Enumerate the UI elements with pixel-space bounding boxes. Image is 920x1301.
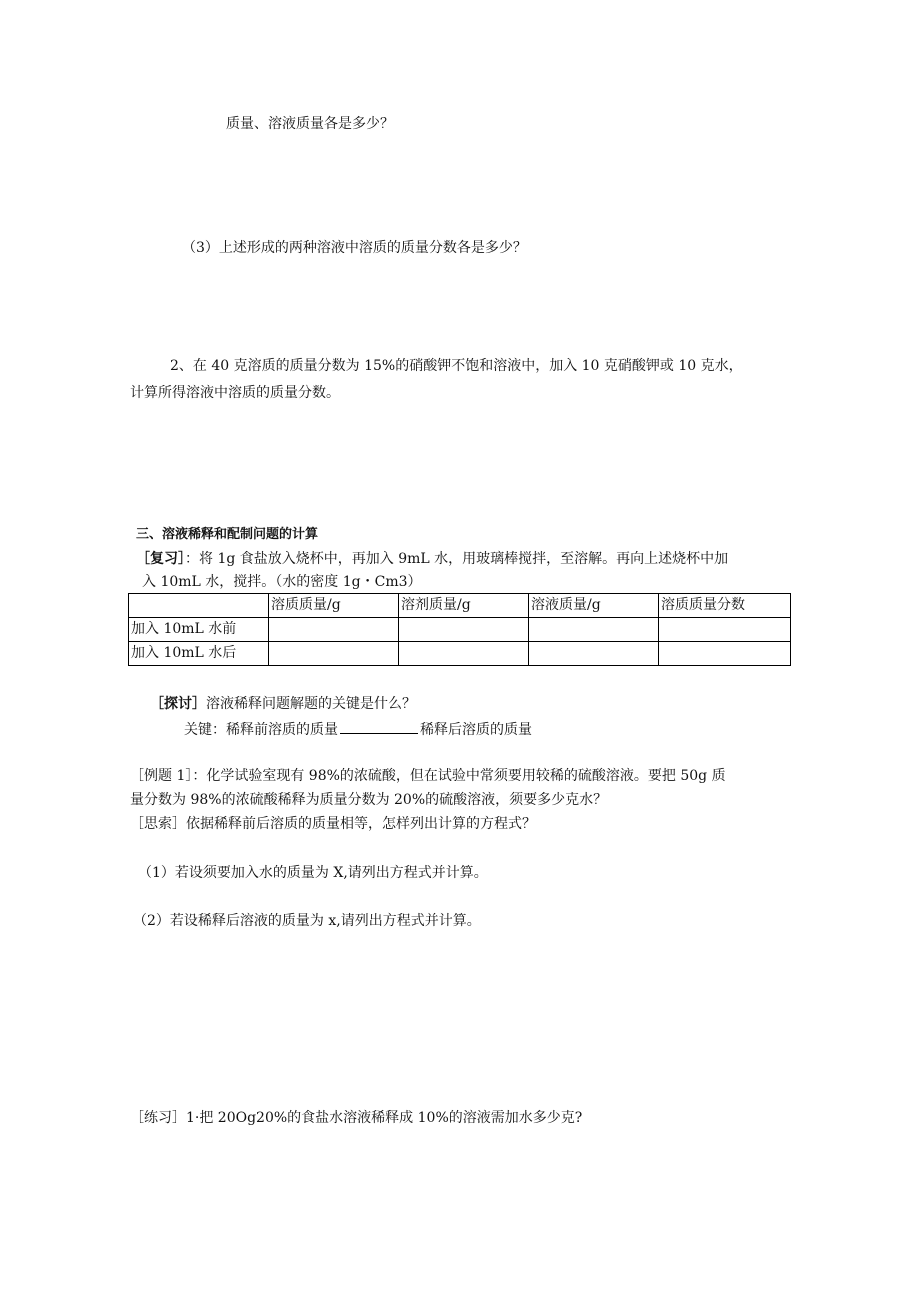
practice-text: ［练习］1·把 20Og20%的食盐水溶液稀释成 10%的溶液需加水多少克?	[130, 1110, 583, 1126]
example1-line2: 量分数为 98%的浓硫酸稀释为质量分数为 20%的硫酸溶液，须要多少克水？	[130, 792, 608, 808]
table-header-cell: 溶质质量分数	[659, 594, 791, 618]
example1-part1: （1）若设须要加入水的质量为 X,请列出方程式并计算。	[138, 865, 488, 881]
q2-line1: 2、在 40 克溶质的质量分数为 15%的硝酸钾不饱和溶液中，加入 10 克硝酸钾或 10 克水，	[170, 358, 743, 374]
q1-continued-text: 质量、溶液质量各是多少？	[226, 116, 394, 132]
review-line2: 入 10mL 水，搅拌。（水的密度 1g・Cm3）	[142, 574, 422, 590]
discussion-key	[184, 719, 532, 740]
key-after: 稀释后溶质的质量	[420, 722, 532, 738]
review-table	[128, 593, 791, 666]
review-line1	[136, 549, 728, 569]
table-header-row	[129, 594, 791, 618]
discussion-question: 溶液稀释问题解题的关键是什么？	[206, 696, 416, 712]
q1-part3-text: （3）上述形成的两种溶液中溶质的质量分数各是多少？	[182, 240, 527, 256]
table-cell	[399, 618, 529, 642]
answer-blank[interactable]	[340, 719, 418, 734]
review-text: ：将 1g 食盐放入烧杯中，再加入 9mL 水，用玻璃棒搅拌，至溶解。再向上述烧杯中加	[185, 551, 729, 567]
table-cell	[269, 642, 399, 666]
discussion-line	[150, 694, 416, 714]
table-cell	[529, 642, 659, 666]
table-cell	[529, 618, 659, 642]
table-cell	[269, 618, 399, 642]
table-cell	[399, 642, 529, 666]
discussion-tag: ［探讨］	[150, 696, 206, 712]
table-cell: 加入 10mL 水后	[129, 642, 269, 666]
table-header-cell: 溶剂质量/g	[399, 594, 529, 618]
table-header-cell: 溶液质量/g	[529, 594, 659, 618]
table-cell: 加入 10mL 水前	[129, 618, 269, 642]
example1-think: ［思索］依据稀释前后溶质的质量相等，怎样列出计算的方程式？	[130, 816, 536, 832]
example1-part2: （2）若设稀释后溶液的质量为 x,请列出方程式并计算。	[133, 913, 481, 929]
key-before: 关键：稀释前溶质的质量	[184, 722, 338, 738]
q2-line2: 计算所得溶液中溶质的质量分数。	[130, 385, 340, 401]
table-row	[129, 642, 791, 666]
table-cell	[659, 618, 791, 642]
table-row	[129, 618, 791, 642]
example1-line1: ［例题 1］：化学试验室现有 98%的浓硫酸，但在试验中常须要用较稀的硫酸溶液。要把 50g 质	[130, 768, 726, 784]
table-cell	[659, 642, 791, 666]
table-header-cell: 溶质质量/g	[269, 594, 399, 618]
table-header-cell	[129, 594, 269, 618]
review-tag: ［复习］	[136, 551, 185, 567]
section3-title: 三、溶液稀释和配制问题的计算	[136, 527, 319, 542]
